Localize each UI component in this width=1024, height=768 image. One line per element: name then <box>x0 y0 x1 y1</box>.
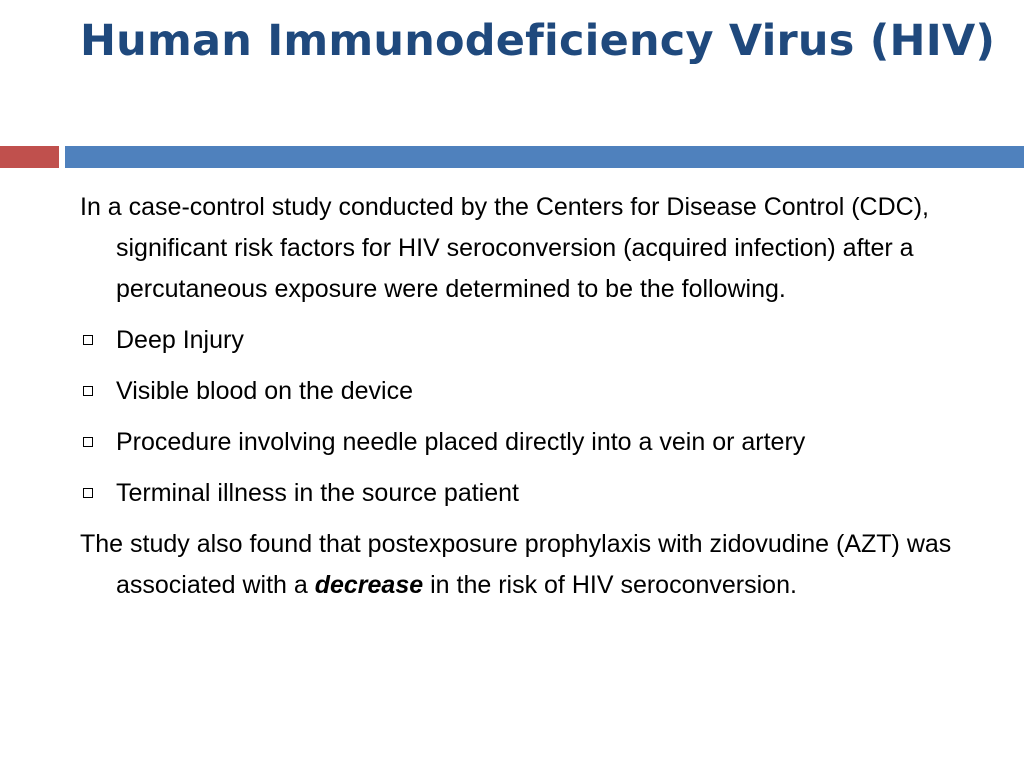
hollow-square-bullet-icon <box>83 488 93 498</box>
hollow-square-bullet-icon <box>83 437 93 447</box>
title-accent-bar-red <box>0 146 59 168</box>
bullet-text: Terminal illness in the source patient <box>116 479 519 507</box>
conclusion-paragraph <box>80 524 980 606</box>
intro-paragraph: In a case-control study conducted by the Centers for Disease Control (CDC), significant risk factors for HIV seroconversion (acquired infection) after a percutaneous exposure were determined to be the following. <box>80 193 929 303</box>
bullet-item <box>80 473 980 514</box>
slide-body <box>80 187 980 616</box>
conclusion-text-end: in the risk of HIV seroconversion. <box>423 571 797 599</box>
bullet-text: Procedure involving needle placed directly into a vein or artery <box>116 428 806 456</box>
hollow-square-bullet-icon <box>83 386 93 396</box>
hollow-square-bullet-icon <box>83 335 93 345</box>
bullet-item <box>80 371 980 412</box>
bullet-text: Deep Injury <box>116 326 244 354</box>
bullet-item <box>80 320 980 361</box>
bullet-text: Visible blood on the device <box>116 377 413 405</box>
conclusion-emphasis: decrease <box>314 571 424 599</box>
bullet-item <box>80 422 980 463</box>
title-accent-bar-blue <box>65 146 1024 168</box>
conclusion-text-start: The study also found that postexposure prophylaxis with zidovudine (AZT) was associated with a <box>80 530 952 599</box>
slide-title: Human Immunodeficiency Virus (HIV) <box>80 16 996 66</box>
